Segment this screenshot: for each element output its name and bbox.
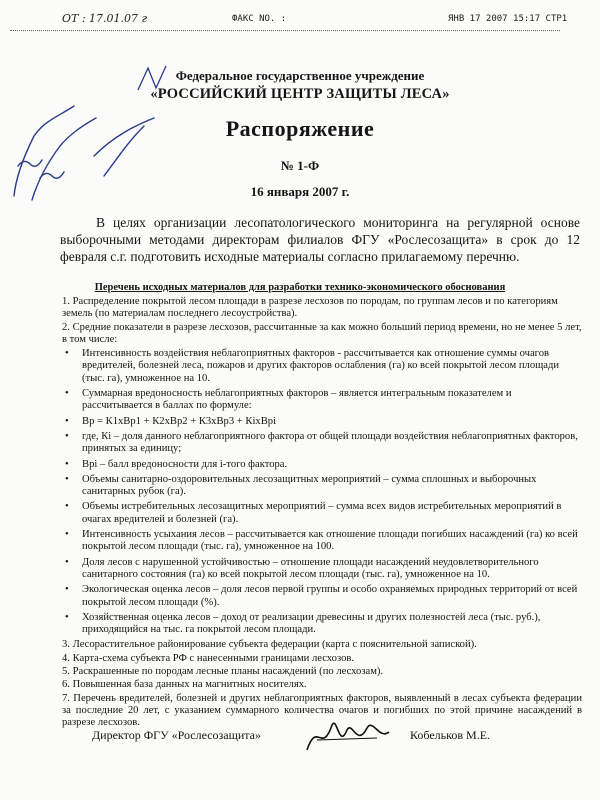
- bullet-ki-definition: • где, Кi – доля данного неблагоприятного фактора от общей площади воздействия неблагоприятных факторов, принятых за единицу;: [62, 431, 582, 456]
- bullet-formula: • Вр = К1хВр1 + К2хВр2 + К3хВр3 + КixВрi: [62, 416, 582, 428]
- bullet-intensity: • Интенсивность воздействия неблагоприятных факторов - рассчитывается как отношение суммы очагов вредителей, болезней леса, пожаров и других факторов ослабления (га) ко всей покрытой лесом площади (тыс. га), умноженное на 10.: [62, 348, 582, 385]
- bullet-drying-intensity: • Интенсивность усыхания лесов – рассчитывается как отношение площади погибших насаждений (га) ко всей покрытой лесом площади (тыс. га), умноженное на 100.: [62, 529, 582, 554]
- list-item-3: 3. Лесорастительное районирование субъекта федерации (карта с пояснительной запиской).: [62, 639, 477, 651]
- list-item-5: 5. Раскрашенные по породам лесные планы насаждений (по лесхозам).: [62, 666, 384, 678]
- list-item-6: 6. Повышенная база данных на магнитных носителях.: [62, 679, 307, 691]
- signatory-position: Директор ФГУ «Рослесозащита»: [92, 728, 261, 742]
- signature-block: [92, 728, 572, 758]
- intro-paragraph: В целях организации лесопатологического мониторинга на регулярной основе выборочными методами директорам филиалов ФГУ «Рослесозащита» в срок до 12 февраля с.г. подготовить исходные материалы согласно прилагаемому перечню.: [60, 215, 580, 264]
- bullet-economic-assessment: • Хозяйственная оценка лесов – доход от реализации древесины и других полезностей леса (тыс. руб.), приходящийся на тыс. га покрытой лесом площади.: [62, 612, 582, 637]
- org-name: «РОССИЙСКИЙ ЦЕНТР ЗАЩИТЫ ЛЕСА»: [150, 86, 450, 102]
- fax-timestamp: ЯНВ 17 2007 15:17 СТР1: [448, 14, 568, 24]
- bullet-sanitary-volumes: • Объемы санитарно-оздоровительных лесозащитных мероприятий – сумма сплошных и выборочных санитарных рубок (га).: [62, 474, 582, 499]
- list-heading: Перечень исходных материалов для разработки технико-экономического обоснования: [94, 282, 506, 293]
- list-item-2: 2. Средние показатели в разрезе лесхозов, рассчитанные за как можно больший период времени, но не менее 5 лет, в том числе:: [62, 321, 582, 345]
- bullet-vri-definition: • Врi – балл вредоносности для i-того фактора.: [62, 459, 582, 471]
- organization-header: [0, 68, 600, 103]
- bullet-ecological-assessment: • Экологическая оценка лесов – доля лесов первой группы и особо охраняемых природных территорий от всей покрытой лесом площади (%).: [62, 584, 582, 609]
- signatory-name: Кобельков М.Е.: [410, 728, 491, 742]
- fax-divider: [10, 30, 560, 31]
- document-number: № 1-Ф: [280, 158, 320, 173]
- bullet-disturbed-share: • Доля лесов с нарушенной устойчивостью – отношение площади насаждений неудовлетворительного санитарного состояния (га) ко всей покрытой лесом площади (тыс. га), умноженное на 10.: [62, 557, 582, 582]
- document-title: Распоряжение: [225, 116, 375, 141]
- list-item-1: 1. Распределение покрытой лесом площади в разрезе лесхозов по породам, по группам лесов и по категориям земель (по материалам последнего лесоустройства).: [62, 296, 558, 320]
- fax-header: [0, 8, 600, 30]
- bullet-extermination-volumes: • Объемы истребительных лесозащитных мероприятий – сумма всех видов истребительных мероприятий в очагах вредителей и болезней (га).: [62, 501, 582, 526]
- document-date: 16 января 2007 г.: [250, 184, 350, 199]
- signature-icon: [297, 710, 397, 760]
- list-item-4: 4. Карта-схема субъекта РФ с нанесенными границами лесхозов.: [62, 652, 355, 664]
- bullet-harmfulness: • Суммарная вредоносность неблагоприятных факторов – является интегральным показателем и рассчитывается в баллах по формуле:: [62, 388, 582, 413]
- list-item-7: 7. Перечень вредителей, болезней и других неблагоприятных факторов, выявленный в лесах субъекта федерации за последние 20 лет, с указанием суммарного количества очагов и погибших по этой причине насаждений в разрезе лесхозов.: [62, 692, 582, 729]
- fax-from: ОТ : 17.01.07 г: [62, 12, 148, 25]
- fax-number: ФАКС NO. :: [232, 14, 287, 24]
- org-type: Федеральное государственное учреждение: [175, 68, 425, 83]
- materials-list: [62, 296, 582, 731]
